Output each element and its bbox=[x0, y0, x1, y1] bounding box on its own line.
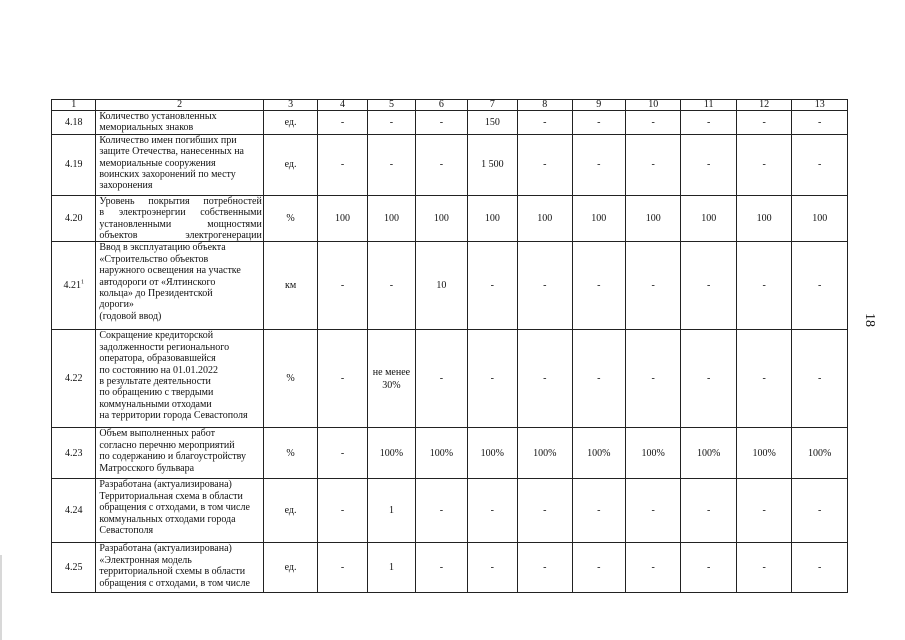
header-cell: 4 bbox=[318, 100, 367, 111]
indicator-name bbox=[96, 479, 263, 543]
unit-cell: % bbox=[263, 330, 317, 428]
header-cell: 9 bbox=[572, 100, 625, 111]
value-cell: 100% bbox=[367, 428, 415, 479]
value-cell: 100% bbox=[681, 428, 736, 479]
value-cell: 150 bbox=[467, 111, 517, 135]
indicator-name-line: коммунальными отходами bbox=[99, 398, 212, 410]
value-cell: 100 bbox=[416, 195, 467, 242]
value-cell: - bbox=[416, 134, 467, 195]
header-cell: 11 bbox=[681, 100, 736, 111]
indicator-name bbox=[96, 195, 263, 242]
value-cell: 100 bbox=[625, 195, 680, 242]
value-cell: - bbox=[681, 543, 736, 593]
unit-cell: ед. bbox=[263, 479, 317, 543]
header-cell: 13 bbox=[792, 100, 848, 111]
value-cell: 100% bbox=[792, 428, 848, 479]
unit-cell: ед. bbox=[263, 543, 317, 593]
row-number: 4.21$^1$ bbox=[52, 242, 96, 330]
value-cell: - bbox=[467, 543, 517, 593]
row-number: 4.19 bbox=[52, 134, 96, 195]
value-cell: - bbox=[792, 479, 848, 543]
value-cell: - bbox=[681, 242, 736, 330]
value-cell: - bbox=[625, 134, 680, 195]
value-cell: - bbox=[318, 479, 367, 543]
indicator-name-line: по обращению с твердыми bbox=[99, 387, 214, 399]
value-cell: - bbox=[367, 134, 415, 195]
value-cell: - bbox=[792, 111, 848, 135]
row-number: 4.25 bbox=[52, 543, 96, 593]
indicator-name-line: Разработана (актуализирована) bbox=[99, 479, 232, 491]
header-cell: 1 bbox=[52, 100, 96, 111]
unit-cell: км bbox=[263, 242, 317, 330]
header-row bbox=[52, 100, 848, 111]
table-row bbox=[52, 134, 848, 195]
header-cell: 8 bbox=[518, 100, 572, 111]
value-cell: - bbox=[467, 479, 517, 543]
value-cell: - bbox=[467, 242, 517, 330]
value-cell: - bbox=[572, 111, 625, 135]
value-cell: - bbox=[318, 242, 367, 330]
value-cell: - bbox=[736, 543, 791, 593]
row-number: 4.22 bbox=[52, 330, 96, 428]
indicator-name-line: автодороги от «Ялтинского bbox=[99, 276, 216, 288]
value-cell: - bbox=[518, 479, 572, 543]
value-cell: - bbox=[572, 479, 625, 543]
indicator-name-line: на территории города Севастополя bbox=[99, 410, 248, 422]
value-cell: 1 bbox=[367, 479, 415, 543]
row-number: 4.18 bbox=[52, 111, 96, 135]
unit-cell: % bbox=[263, 195, 317, 242]
value-cell: - bbox=[572, 134, 625, 195]
value-cell: - bbox=[736, 330, 791, 428]
value-cell: - bbox=[416, 111, 467, 135]
header-cell: 2 bbox=[96, 100, 263, 111]
scan-edge bbox=[0, 555, 2, 640]
indicator-name-line: Объем выполненных работ bbox=[99, 428, 215, 440]
row-number: 4.24 bbox=[52, 479, 96, 543]
indicator-name-line: Матросского бульвара bbox=[99, 462, 195, 474]
indicator-name-line: защите Отечества, нанесенных на bbox=[99, 146, 244, 158]
value-cell: - bbox=[736, 134, 791, 195]
value-cell: 1 500 bbox=[467, 134, 517, 195]
value-cell: - bbox=[625, 330, 680, 428]
indicator-name bbox=[96, 111, 263, 135]
indicator-name-line: оператора, образовавшейся bbox=[99, 353, 216, 365]
value-cell: - bbox=[518, 134, 572, 195]
indicator-name-line: воинских захоронений по месту bbox=[99, 169, 236, 181]
value-cell: - bbox=[625, 111, 680, 135]
indicator-name bbox=[96, 428, 263, 479]
value-cell: - bbox=[318, 330, 367, 428]
indicator-name-line: дороги» bbox=[99, 299, 134, 311]
header-cell: 3 bbox=[263, 100, 317, 111]
value-cell: - bbox=[572, 242, 625, 330]
value-cell: - bbox=[736, 111, 791, 135]
unit-cell: % bbox=[263, 428, 317, 479]
value-cell: - bbox=[518, 111, 572, 135]
header-cell: 10 bbox=[625, 100, 680, 111]
value-cell: - bbox=[416, 330, 467, 428]
table-row bbox=[52, 242, 848, 330]
value-cell: - bbox=[367, 111, 415, 135]
value-cell: - bbox=[681, 111, 736, 135]
value-cell: - bbox=[572, 543, 625, 593]
value-cell: - bbox=[625, 479, 680, 543]
indicator-name-line: Сокращение кредиторской bbox=[99, 330, 214, 342]
indicator-name bbox=[96, 134, 263, 195]
indicator-name-line: Разработана (актуализирована) bbox=[99, 543, 232, 555]
value-cell: - bbox=[572, 330, 625, 428]
indicator-name-line: по состоянию на 01.01.2022 bbox=[99, 364, 218, 376]
unit-cell: ед. bbox=[263, 111, 317, 135]
value-cell: - bbox=[518, 330, 572, 428]
table-row bbox=[52, 111, 848, 135]
indicator-name-line: наружного освещения на участке bbox=[99, 265, 241, 277]
indicator-name-line: Ввод в эксплуатацию объекта bbox=[99, 242, 226, 254]
value-cell: - bbox=[681, 330, 736, 428]
indicator-name-line: Количество имен погибших при bbox=[99, 134, 237, 146]
value-cell: 100% bbox=[625, 428, 680, 479]
indicator-name-line: по содержанию и благоустройству bbox=[99, 451, 246, 463]
indicator-name-line: (годовой ввод) bbox=[99, 310, 162, 322]
indicator-name-line: в результате деятельности bbox=[99, 376, 211, 388]
indicator-name-line: задолженности регионального bbox=[99, 341, 230, 353]
value-cell: - bbox=[518, 242, 572, 330]
value-cell: 100 bbox=[681, 195, 736, 242]
row-number-superscript: 1 bbox=[80, 279, 84, 286]
indicator-name-line: «Электронная модель bbox=[99, 554, 192, 566]
indicator-name-line: Территориальная схема в области bbox=[99, 490, 243, 502]
value-cell: 100% bbox=[518, 428, 572, 479]
indicator-name-line: мемориальные сооружения bbox=[99, 157, 216, 169]
header-cell: 12 bbox=[736, 100, 791, 111]
indicator-name-line: Уровень покрытия потребностей bbox=[99, 195, 262, 207]
indicator-name-line: объектов электрогенерации bbox=[99, 230, 262, 242]
value-cell: - bbox=[625, 242, 680, 330]
indicator-name-line: коммунальных отходами города bbox=[99, 513, 236, 525]
value-cell: - bbox=[792, 134, 848, 195]
value-cell: - bbox=[467, 330, 517, 428]
header-cell: 6 bbox=[416, 100, 467, 111]
indicator-name-line: установленными мощностями bbox=[99, 218, 262, 230]
value-cell: 100 bbox=[467, 195, 517, 242]
value-cell: - bbox=[625, 543, 680, 593]
table-row bbox=[52, 543, 848, 593]
indicator-name bbox=[96, 242, 263, 330]
header-cell: 5 bbox=[367, 100, 415, 111]
value-cell: - bbox=[416, 479, 467, 543]
value-cell: - bbox=[318, 428, 367, 479]
value-cell: 10 bbox=[416, 242, 467, 330]
unit-cell: ед. bbox=[263, 134, 317, 195]
value-cell: - bbox=[736, 479, 791, 543]
indicator-name-line: согласно перечню мероприятий bbox=[99, 439, 235, 451]
value-cell: 100% bbox=[572, 428, 625, 479]
indicator-name-line: кольца» до Президентской bbox=[99, 288, 213, 300]
header-cell: 7 bbox=[467, 100, 517, 111]
value-cell: 100% bbox=[467, 428, 517, 479]
value-cell: - bbox=[318, 543, 367, 593]
indicators-table bbox=[51, 99, 848, 593]
value-cell: 1 bbox=[367, 543, 415, 593]
row-number: 4.23 bbox=[52, 428, 96, 479]
value-cell: не менее 30% bbox=[367, 330, 415, 428]
table-row bbox=[52, 195, 848, 242]
table-row bbox=[52, 330, 848, 428]
value-cell: - bbox=[792, 242, 848, 330]
value-cell: - bbox=[681, 134, 736, 195]
table-row bbox=[52, 479, 848, 543]
value-cell: 100% bbox=[416, 428, 467, 479]
value-cell: 100% bbox=[736, 428, 791, 479]
indicator-name-line: Севастополя bbox=[99, 525, 154, 537]
page-number: 18 bbox=[862, 313, 877, 327]
value-cell: 100 bbox=[318, 195, 367, 242]
value-cell: 100 bbox=[367, 195, 415, 242]
indicator-name bbox=[96, 543, 263, 593]
indicator-name-line: обращения с отходами, в том числе bbox=[99, 577, 250, 589]
value-cell: - bbox=[518, 543, 572, 593]
indicator-name-line: «Строительство объектов bbox=[99, 253, 209, 265]
indicator-name bbox=[96, 330, 263, 428]
value-cell: - bbox=[792, 543, 848, 593]
value-cell: - bbox=[318, 134, 367, 195]
value-cell: - bbox=[792, 330, 848, 428]
value-cell: - bbox=[416, 543, 467, 593]
value-cell: 100 bbox=[736, 195, 791, 242]
table-row bbox=[52, 428, 848, 479]
value-cell: 100 bbox=[518, 195, 572, 242]
indicator-name-line: мемориальных знаков bbox=[99, 122, 194, 134]
row-number: 4.20 bbox=[52, 195, 96, 242]
indicator-name-line: территориальной схемы в области bbox=[99, 566, 246, 578]
value-cell: 100 bbox=[572, 195, 625, 242]
indicator-name-line: в электроэнергии собственными bbox=[99, 207, 262, 219]
value-cell: - bbox=[318, 111, 367, 135]
indicator-name-line: обращения с отходами, в том числе bbox=[99, 502, 250, 514]
value-cell: - bbox=[681, 479, 736, 543]
value-cell: - bbox=[736, 242, 791, 330]
indicator-name-line: Количество установленных bbox=[99, 111, 217, 122]
value-cell: 100 bbox=[792, 195, 848, 242]
indicator-name-line: захоронения bbox=[99, 180, 153, 192]
value-cell: - bbox=[367, 242, 415, 330]
